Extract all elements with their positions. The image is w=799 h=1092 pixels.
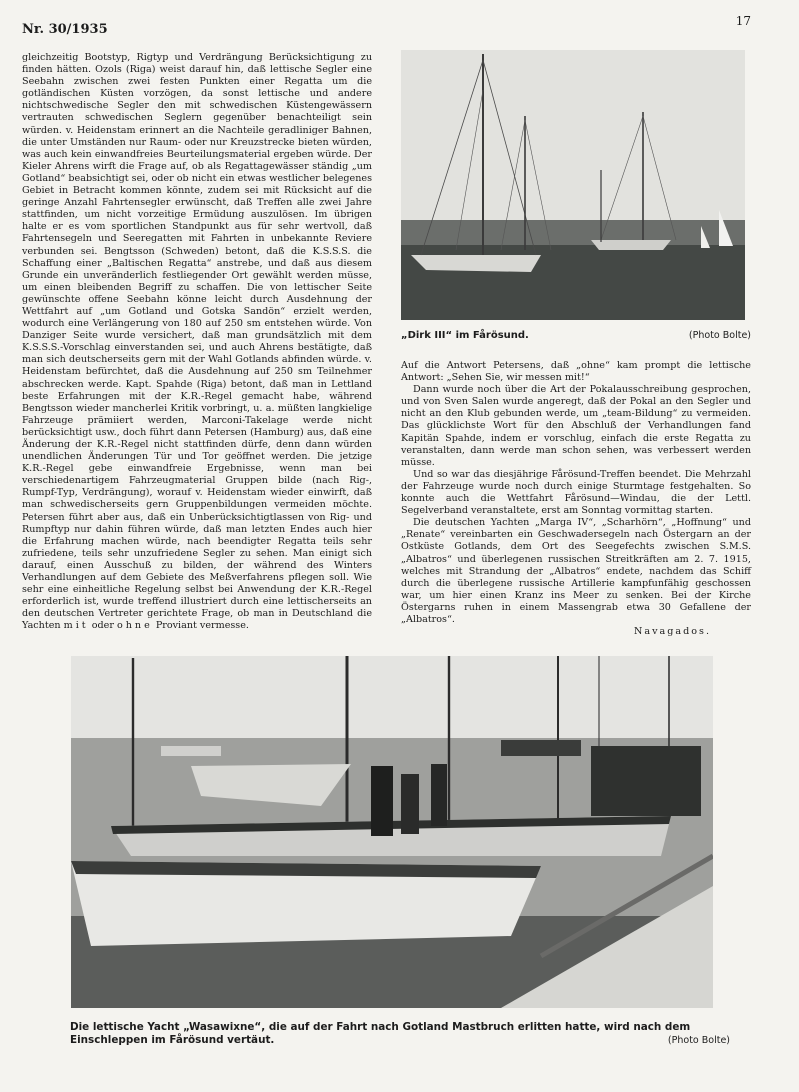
article-left-column	[22, 52, 372, 633]
page-number: 17	[735, 14, 751, 28]
author-signature: Navagados.	[633, 626, 711, 638]
paragraph: Dann wurde noch über die Art der Pokalausschreibung gesprochen, und von Sven Salen wurde angeregt, daß der Pokal an den Segler und nicht an den Klub gebunden werde, um „team-Bildung“ zu vermeiden. Das glücklichste Wort für den Abschluß der Verhandlungen fand Kapitän Spahde, indem er vorschlug, einfach die erste Regatta zu veranstalten, dann werde man schon sehen, was verbessert werden müsse.	[401, 384, 751, 468]
article-right-column	[401, 360, 751, 638]
photo-dirk-iii	[401, 50, 745, 320]
paragraph	[22, 52, 372, 633]
paragraph-text: gleichzeitig Bootstyp, Rigtyp und Verdrängung Berücksichtigung zu finden hätten. Ozols (Riga) weist darauf hin, daß lettische Segler eine Seebahn zwischen zwei festen Punkten einer Regatta um die gotländischen Küsten vorzögen, da sonst lettische und andere nichtschwedische Segler den mit schwedischen Küstengewässern vertrauten schwedischen Seglern gegenüber benachteiligt sein würden. v. Heidenstam erinnert an die Nachteile geradliniger Bahnen, die unter Umständen nur Raum- oder nur Kreuzstrecke bieten würden, was auch kein einwandfreies Beurteilungsmaterial ergeben würde. Der Kieler Ahrens wirft die Frage auf, ob als Regattagewässer ständig „um Gotland“ beabsichtigt sei, oder ob nicht ein etwas westlicher belegenes Gebiet in Betracht kommen könnte, zudem sei mit Rücksicht auf die geringe Anzahl Fahrtensegler erwünscht, daß Treffen alle zwei Jahre stattfinden, um nicht vorzeitige Ermüdung auszulösen. Im übrigen halte er es vom sportlichen Standpunkt aus für sehr wertvoll, daß Fahrtensegeln und Seeregatten mit Fahrten in unbekannte Reviere verbunden sei. Bengtsson (Schweden) betont, daß die K.S.S.S. die Schaffung einer „Baltischen Regatta“ anstrebe, und daß aus diesem Grunde ein unveränderlich festliegender Ort gewählt werden müsse, um einen bleibenden Begriff zu schaffen. Die von lettischer Seite gewünschte offene Seebahn könne leicht durch Ausdehnung der Wettfahrt auf „um Gotland und Gotska Sandön“ erzielt werden, wodurch eine Verlängerung von 180 auf 250 sm entstehen würde. Von Danziger Seite wurde versichert, daß man grundsätzlich mit dem K.S.S.S.-Vorschlag einverstanden sei, und auch Ahrens bestätigte, daß man sich deutscherseits gern mit der Wahl Gotlands abfinden würde. v. Heidenstam befürchtet, daß die Ausdehnung auf 250 sm Teilnehmer abschrecken werde. Kapt. Spahde (Riga) betont, daß man in Lettland beste Erfahrungen mit der K.R.-Regel gemacht habe, während Bengtsson wieder mancherlei Kritik vorbringt, u. a. müßten langkielige Fahrzeuge prämiiert werden, Marconi-Takelage werde nicht berücksichtigt usw., doch führt dann Petersen (Hamburg) aus, daß eine Änderung der K.R.-Regel nicht stattfinden dürfe, denn dann würden unendlichen Änderungen Tür und Tor geöffnet werden. Die jetzige K.R.-Regel gebe einwandfreie Ergebnisse, wenn man bei verschiedenartigem Fahrzeugmaterial Gruppen bilde (nach Rig-, Rumpf-Typ, Verdrängung), worauf v. Heidenstam wieder einwirft, daß man schwedischerseits gern Gruppenbildungen vermeiden möchte. Petersen führt aber aus, daß ein Unberücksichtigtlassen von Rig- und Rumpftyp nur dahin führen würde, daß man letzten Endes auch hier die Erfahrung machen würde, nach beendigter Regatta teils sehr zufriedene, teils sehr unzufriedene Segler zu sehen. Man einigt sich darauf, einen Ausschuß zu bilden, der während des Winters Verhandlungen auf dem Gebiete des Meßverfahrens pflegen soll. Wie sehr eine einheitliche Regelung selbst bei Anwendung der K.R.-Regel erforderlich ist, wurde treffend illustriert durch eine lettischerseits an den deutschen Vertreter gerichtete Frage, ob man in Deutschland die Yachten	[22, 52, 372, 632]
caption-title: Die lettische Yacht „Wasawixne“, die auf der Fahrt nach Gotland Mastbruch erlitten hatte, wird nach dem Einschleppen im Fårösund vertäut.	[70, 1021, 691, 1046]
caption-title: „Dirk III“ im Fårösund.	[401, 330, 529, 341]
photo-credit: (Photo Bolte)	[667, 1035, 730, 1046]
paragraph: Die deutschen Yachten „Marga IV“, „Scharhörn“, „Hoffnung“ und „Renate“ vereinbarten ein Geschwadersegeln nach Östergarn an der Ostküste Gotlands, dem Ort des Seegefechts zwischen S.M.S. „Albatros“ und überlegenen russischen Streitkräften am 2. 7. 1915, welches mit Strandung der „Albatros“ endete, nachdem das Schiff durch die überlegene russische Artillerie kampfunfähig geschossen war, um hier einen Kranz ins Meer zu senken. Bei der Kirche Östergarns ruhen in einem Massengrab etwa 30 Gefallene der „Albatros“.	[401, 517, 751, 625]
photo-wasawixne	[71, 656, 713, 1008]
issue-number: Nr. 30/1935	[22, 22, 108, 37]
paragraph: Und so war das diesjährige Fårösund-Treffen beendet. Die Mehrzahl der Fahrzeuge wurde noch durch einige Sturmtage festgehalten. So konnte auch die Wettfahrt Fårösund—Windau, die der Lettl. Segelverband veranstaltete, erst am Sonntag vormittag starten.	[401, 468, 751, 517]
harbor-yachts-photo	[71, 656, 713, 1008]
photo-credit: (Photo Bolte)	[688, 330, 751, 341]
photo-caption-wasawixne	[70, 1021, 730, 1047]
text-fragment: Proviant vermesse.	[152, 620, 249, 632]
spaced-word-ohne: ohne	[116, 620, 153, 632]
spaced-word-mit: mit	[63, 620, 89, 632]
photo-caption-dirk-iii	[401, 330, 751, 341]
sailing-yachts-photo	[401, 50, 745, 320]
paragraph: Auf die Antwort Petersens, daß „ohne“ kam prompt die lettische Antwort: „Sehen Sie, wir messen mit!“	[401, 360, 751, 384]
text-fragment: oder	[88, 620, 117, 632]
